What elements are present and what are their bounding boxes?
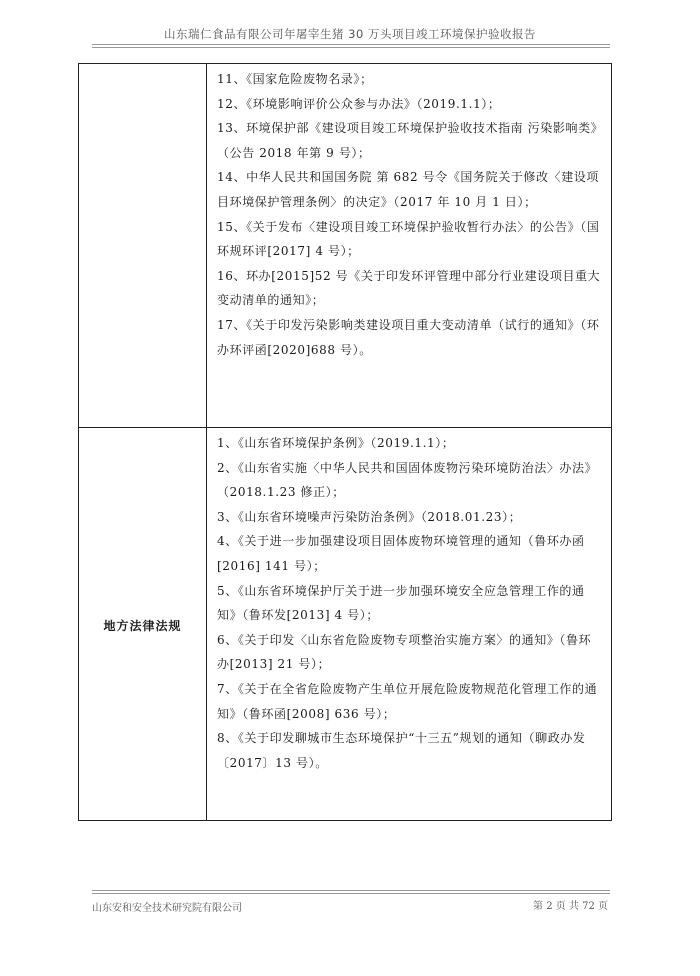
category-cell-local xyxy=(79,428,207,821)
list-item: 7、《关于在全省危险废物产生单位开展危险废物规范化管理工作的通知》（鲁环函[2008] 636 号）； xyxy=(217,681,598,721)
list-item: 11、《国家危险废物名录》； xyxy=(217,72,373,86)
page-header-title: 山东瑞仁食品有限公司年屠宰生猪 30 万头项目竣工环境保护验收报告 xyxy=(164,27,536,41)
footer-rule-secondary xyxy=(92,893,610,894)
category-label-local: 地方法律法规 xyxy=(103,618,182,633)
list-item: 6、《关于印发〈山东省危险废物专项整治实施方案〉的通知》（鲁环办[2013] 21 号）； xyxy=(217,632,592,672)
category-cell-national xyxy=(79,64,207,428)
header-rule-secondary xyxy=(92,47,610,48)
list-item: 1、《山东省环境保护条例》（2019.1.1）； xyxy=(217,436,455,450)
list-item: 14、中华人民共和国国务院 第 682 号令《国务院关于修改〈建设项目环境保护管理条例〉的决定》（2017 年 10 月 1 日）； xyxy=(217,170,600,209)
header-rule xyxy=(92,44,610,45)
list-item: 12、《环境影响评价公众参与办法》（2019.1.1）； xyxy=(217,96,501,111)
list-item: 16、环办[2015]52 号《关于印发环评管理中部分行业建设项目重大变动清单的通知》； xyxy=(217,268,601,308)
footer-rule xyxy=(92,890,610,891)
list-item: 8、《关于印发聊城市生态环境保护“十三五”规划的通知（聊政办发〔2017〕13 号）。 xyxy=(217,731,586,770)
local-items-cell xyxy=(207,428,612,821)
list-item: 3、《山东省环境噪声污染防治条例》（2018.01.23）； xyxy=(217,509,522,524)
list-item: 2、《山东省实施〈中华人民共和国固体废物污染环境防治法〉办法》（2018.1.23 修正）； xyxy=(217,460,598,500)
list-item: 17、《关于印发污染影响类建设项目重大变动清单（试行的通知》（环办环评函[2020]688 号）。 xyxy=(217,317,600,357)
list-item: 5、《山东省环境保护厅关于进一步加强环境安全应急管理工作的通知》（鲁环发[2013] 4 号）； xyxy=(217,583,585,623)
footer-page-number: 第 2 页 共 72 页 xyxy=(533,901,608,912)
list-item: 13、环境保护部《建设项目竣工环境保护验收技术指南 污染影响类》（公告 2018 年第 9 号）； xyxy=(217,121,598,160)
footer-company: 山东安和安全技术研究院有限公司 xyxy=(92,903,242,914)
national-items-cell xyxy=(207,64,612,428)
table-row-local xyxy=(79,428,612,821)
regulations-table xyxy=(78,63,612,821)
table-row-national xyxy=(79,64,612,428)
list-item: 15、《关于发布〈建设项目竣工环境保护验收暂行办法〉的公告》（国环规环评[2017] 4 号）； xyxy=(217,219,600,259)
list-item: 4、《关于进一步加强建设项目固体废物环境管理的通知（鲁环办函[2016] 141 号）； xyxy=(217,534,585,573)
